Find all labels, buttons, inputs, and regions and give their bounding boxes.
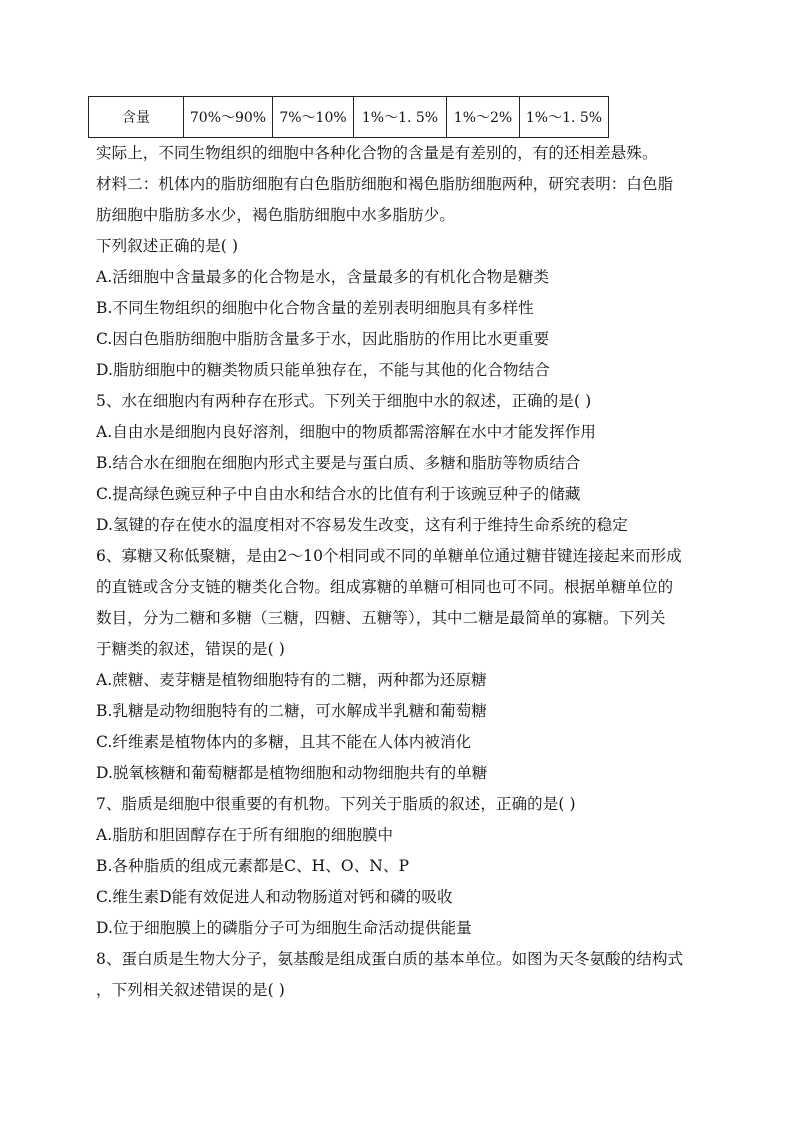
question-6-option-d: D.脱氧核糖和葡萄糖都是植物细胞和动物细胞共有的单糖 [96,764,488,782]
question-5-option-d: D.氢键的存在使水的温度相对不容易发生改变，这有利于维持生命系统的稳定 [96,516,628,534]
question-6-option-a: A.蔗糖、麦芽糖是植物细胞特有的二糖，两种都为还原糖 [96,671,487,689]
question-4-option-b: B.不同生物组织的细胞中化合物含量的差别表明细胞具有多样性 [96,299,534,317]
table-row [89,97,609,138]
question-8-stem-line-1: 8、蛋白质是生物大分子，氨基酸是组成蛋白质的基本单位。如图为天冬氨酸的结构式 [96,950,684,968]
question-6-stem-line-2: 的直链或含分支链的糖类化合物。组成寡糖的单糖可相同也可不同。根据单糖单位的 [96,578,674,596]
question-4-option-d: D.脂肪细胞中的糖类物质只能单独存在，不能与其他的化合物结合 [96,361,550,379]
question-7-option-b: B.各种脂质的组成元素都是C、H、O、N、P [96,857,410,875]
question-7-stem: 7、脂质是细胞中很重要的有机物。下列关于脂质的叙述，正确的是( ) [96,795,576,813]
table-cell: 70%～90% [184,97,273,138]
question-5-option-b: B.结合水在细胞在细胞内形式主要是与蛋白质、多糖和脂肪等物质结合 [96,454,581,472]
table-cell-label: 含量 [89,97,184,138]
question-7-option-d: D.位于细胞膜上的磷脂分子可为细胞生命活动提供能量 [96,919,472,937]
question-4-option-a: A.活细胞中含量最多的化合物是水，含量最多的有机化合物是糖类 [96,268,550,286]
question-5-stem: 5、水在细胞内有两种存在形式。下列关于细胞中水的叙述，正确的是( ) [96,392,592,410]
question-5-option-a: A.自由水是细胞内良好溶剂，细胞中的物质都需溶解在水中才能发挥作用 [96,423,596,441]
question-7-option-a: A.脂肪和胆固醇存在于所有细胞的细胞膜中 [96,826,394,844]
content-table [88,96,609,138]
question-6-option-b: B.乳糖是动物细胞特有的二糖，可水解成半乳糖和葡萄糖 [96,702,487,720]
question-5-option-c: C.提高绿色豌豆种子中自由水和结合水的比值有利于该豌豆种子的储藏 [96,485,581,503]
question-4-stem: 下列叙述正确的是( ) [96,237,239,255]
paragraph-material-two-cont: 肪细胞中脂肪多水少，褐色脂肪细胞中水多脂肪少。 [96,206,455,224]
paragraph-material-two: 材料二：机体内的脂肪细胞有白色脂肪细胞和褐色脂肪细胞两种，研究表明：白色脂 [96,175,674,193]
table-cell: 1%～1. 5% [520,97,609,138]
question-4-option-c: C.因白色脂肪细胞中脂肪含量多于水，因此脂肪的作用比水更重要 [96,330,550,348]
question-8-stem-line-2: ，下列相关叙述错误的是( ) [96,981,285,999]
paragraph-material-note: 实际上，不同生物组织的细胞中各种化合物的含量是有差别的，有的还相差悬殊。 [96,144,658,162]
question-7-option-c: C.维生素D能有效促进人和动物肠道对钙和磷的吸收 [96,888,453,906]
table-cell: 7%～10% [273,97,354,138]
question-6-stem-line-1: 6、寡糖又称低聚糖，是由2～10个相同或不同的单糖单位通过糖苷键连接起来而形成 [96,547,682,565]
question-6-stem-line-4: 于糖类的叙述，错误的是( ) [96,640,285,658]
table-cell: 1%～1. 5% [354,97,447,138]
question-6-option-c: C.纤维素是植物体内的多糖，且其不能在人体内被消化 [96,733,472,751]
question-text [96,138,706,1006]
table-cell: 1%～2% [447,97,520,138]
question-6-stem-line-3: 数目，分为二糖和多糖（三糖，四糖、五糖等），其中二糖是最简单的寡糖。下列关 [96,609,666,627]
